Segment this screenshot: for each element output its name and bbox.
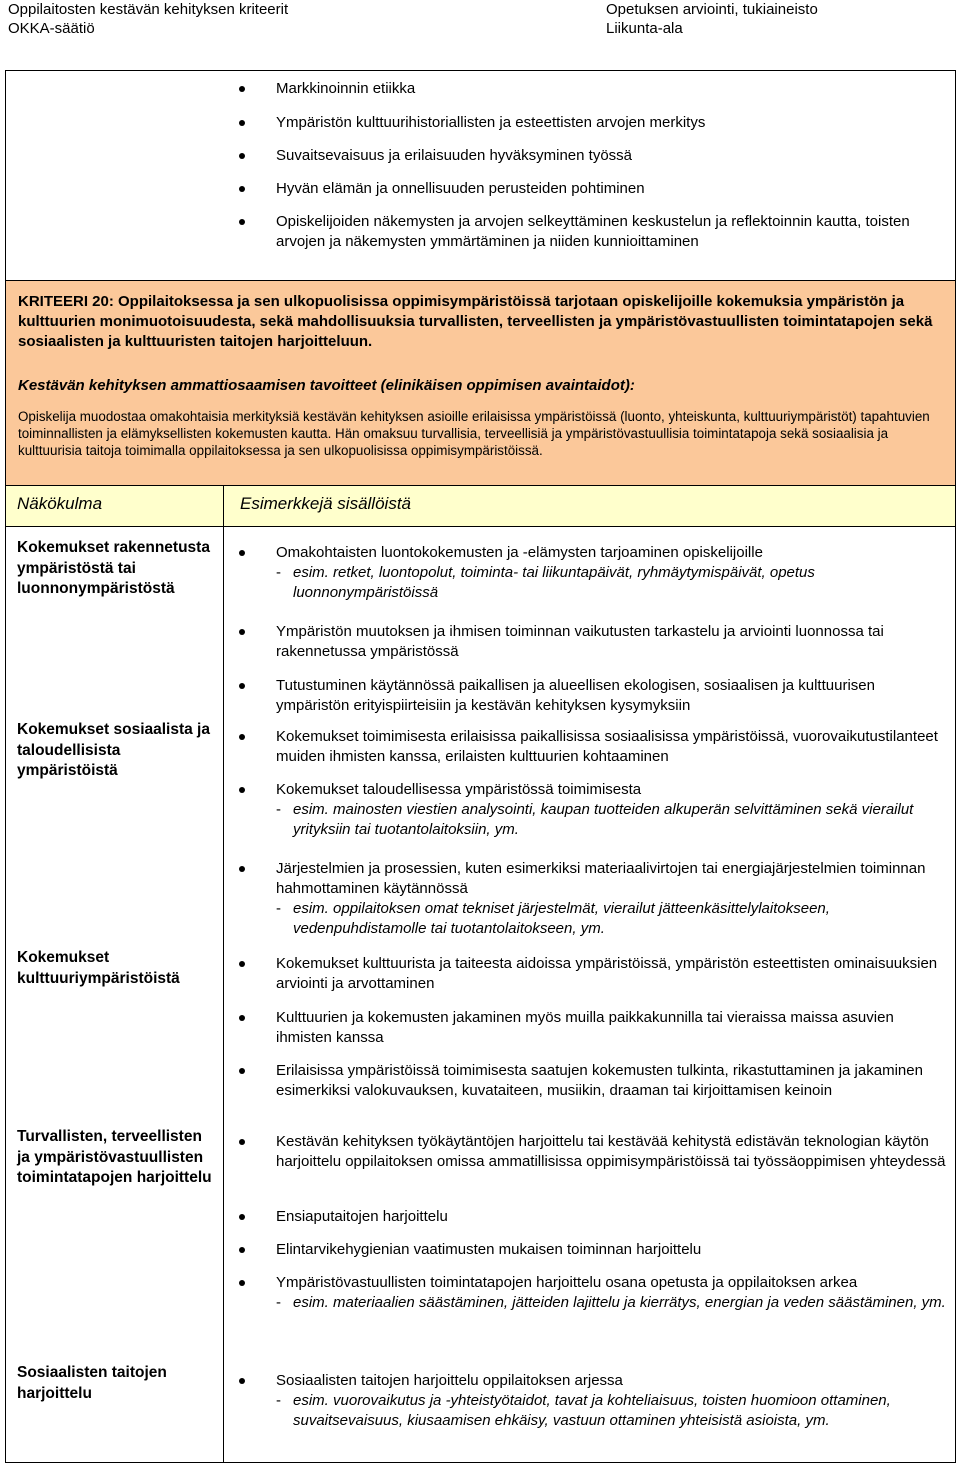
- header-left: [8, 0, 288, 38]
- header-right: [606, 0, 818, 38]
- list-item: Ympäristövastuullisten toimintatapojen harjoittelu osana opetusta ja oppilaitoksen arkea - esim. materiaalien säästäminen, jätteiden lajittelu ja kierrätys, energian ja veden säästäminen, ym.: [236, 1273, 948, 1313]
- example-sublist: - esim. oppilaitoksen omat tekniset järjestelmät, vierailut jätteenkäsittelylaitokseen, vedenpuhdistamolle tai tuotantolaitokseen, ym.: [276, 900, 830, 937]
- list-item: Ensiaputaitojen harjoittelu: [236, 1207, 948, 1227]
- field-name: Liikunta-ala: [606, 20, 683, 37]
- list-item: Hyvän elämän ja onnellisuuden perusteiden pohtiminen: [236, 179, 936, 199]
- perspective-built-natural: Kokemukset rakennetusta ympäristöstä tai luonnonympäristöstä: [17, 539, 210, 597]
- column-header-perspective: Näkökulma: [17, 494, 103, 513]
- perspective-social-economic: Kokemukset sosiaalista ja taloudellisista ympäristöistä: [17, 721, 210, 779]
- list-item: Erilaisissa ympäristöissä toimimisesta saatujen kokemusten tulkinta, rikastuttaminen ja jakaminen esimerkiksi valokuvauksen, kuvataiteen, musiikin, draaman tai kirjoittamisen keinoin: [236, 1061, 948, 1101]
- list-item: Kokemukset toimimisesta erilaisissa paikallisissa sosiaalisissa ympäristöissä, vuorovaikutustilanteet muiden ihmisten kanssa, erilaisten kulttuurien kohtaaminen: [236, 727, 948, 767]
- perspective-column: [5, 526, 224, 1463]
- criterion-title: KRITEERI 20: Oppilaitoksessa ja sen ulkopuolisissa oppimisympäristöissä tarjotaan opiskelijoille kokemuksia ympäristön ja kulttuurien monimuotoisuudesta, sekä mahdollisuuksia turvallisten, terveellisten ja ympäristövastuullisten toimintatapojen sekä sosiaalisten ja kulttuuristen taitojen harjoitteluun.: [18, 293, 933, 350]
- example-sublist: - esim. materiaalien säästäminen, jätteiden lajittelu ja kierrätys, energian ja veden säästäminen, ym.: [276, 1294, 946, 1311]
- list-item: Tutustuminen käytännössä paikallisen ja alueellisen ekologisen, sosiaalisen ja kulttuurisen ympäristön erityispiirteisiin ja kestävän kehityksen kysymyksiin: [236, 676, 948, 716]
- perspective-social-skills: Sosiaalisten taitojen harjoittelu: [17, 1364, 167, 1402]
- list-item: Opiskelijoiden näkemysten ja arvojen selkeyttäminen keskustelun ja reflektoinnin kautta, toisten arvojen ja näkemysten ymmärtäminen ja niiden kunnioittaminen: [236, 212, 936, 252]
- example-sublist: - esim. vuorovaikutus ja -yhteistyötaidot, tavat ja kohteliaisuus, toisten huomioon ottaminen, suvaitsevaisuus, kiusaamisen ehkäisy, vastuun ottaminen yhteisistä asioista, ym.: [276, 1392, 891, 1429]
- perspective-safe-practices: Turvallisten, terveellisten ja ympäristövastuullisten toimintatapojen harjoittelu: [17, 1128, 212, 1186]
- list-item: Kulttuurien ja kokemusten jakaminen myös muilla paikkakunnilla tai vieraissa maissa asuvien ihmisten kanssa: [236, 1008, 948, 1048]
- list-item: Omakohtaisten luontokokemusten ja -elämysten tarjoaminen opiskelijoille - esim. retket, luontopolut, toiminta- tai liikuntapäivät, ryhmäytymispäivät, opetus luonnonympäristöissä: [236, 543, 948, 603]
- examples-column: [223, 526, 956, 1463]
- example-sublist: - esim. mainosten viestien analysointi, kaupan tuotteiden alkuperän selvittäminen sekä vierailut yrityksiin tai tuotantolaitoksiin, ym.: [276, 801, 914, 838]
- list-item: Ympäristön kulttuurihistoriallisten ja esteettisten arvojen merkitys: [236, 113, 936, 133]
- list-item: Elintarvikehygienian vaatimusten mukaisen toiminnan harjoittelu: [236, 1240, 948, 1260]
- document-title: Oppilaitosten kestävän kehityksen kriteerit: [8, 1, 289, 18]
- list-item: Kestävän kehityksen työkäytäntöjen harjoittelu tai kestävää kehitystä edistävän teknologian käytön harjoittelu oppilaitoksen omissa ammatillisissa oppimisympäristöissä tai työssäoppimisen yhteydessä: [236, 1132, 948, 1172]
- list-item: Sosiaalisten taitojen harjoittelu oppilaitoksen arjessa - esim. vuorovaikutus ja -yhteistyötaidot, tavat ja kohteliaisuus, toisten huomioon ottaminen, suvaitsevaisuus, kiusaamisen ehkäisy, vastuun ottaminen yhteisistä asioista, ym.: [236, 1371, 948, 1431]
- column-header-examples: Esimerkkejä sisällöistä: [240, 494, 411, 513]
- list-item: Ympäristön muutoksen ja ihmisen toiminnan vaikutusten tarkastelu ja arviointi luonnossa tai rakennetussa ympäristössä: [236, 622, 948, 662]
- page-header: [0, 0, 960, 44]
- list-item: Järjestelmien ja prosessien, kuten esimerkiksi materiaalivirtojen tai energiajärjestelmien toiminnan hahmottaminen käytännössä - esim. oppilaitoksen omat tekniset järjestelmät, vierailut jätteenkäsittelylaitokseen, vedenpuhdistamolle tai tuotantolaitokseen, ym.: [236, 859, 948, 939]
- goals-text: Opiskelija muodostaa omakohtaisia merkityksiä kestävän kehityksen asioille erilaisissa ympäristöissä (luonto, yhteiskunta, kulttuuriympäristöt) tapahtuvien toiminnallisten ja elämyksellisten kokemusten kautta. Hän omaksuu turvallisia, terveellisiä ja ympäristövastuullisia toimintatapoja sekä sosiaalisia ja kulttuurisia taitoja toimimalla oppilaitoksessa ja sen ulkopuolisissa oppimisympäristöissä.: [18, 409, 930, 458]
- example-sublist: - esim. retket, luontopolut, toiminta- tai liikuntapäivät, ryhmäytymispäivät, opetus luonnonympäristöissä: [276, 564, 815, 601]
- list-item: Suvaitsevaisuus ja erilaisuuden hyväksyminen työssä: [236, 146, 936, 166]
- section-title: Opetuksen arviointi, tukiaineisto: [606, 1, 818, 18]
- perspective-cultural: Kokemukset kulttuuriympäristöistä: [17, 949, 180, 987]
- goals-heading: Kestävän kehityksen ammattiosaamisen tavoitteet (elinikäisen oppimisen avaintaidot):: [18, 377, 635, 394]
- organization-name: OKKA-säätiö: [8, 20, 95, 37]
- list-item: Markkinoinnin etiikka: [236, 79, 936, 99]
- list-item: Kokemukset taloudellisessa ympäristössä toimimisesta - esim. mainosten viestien analysointi, kaupan tuotteiden alkuperän selvittäminen sekä vierailut yrityksiin tai tuotantolaitoksiin, ym.: [236, 780, 948, 840]
- list-item: Kokemukset kulttuurista ja taiteesta aidoissa ympäristöissä, ympäristön esteettisten ominaisuuksien arviointi ja arvottaminen: [236, 954, 948, 994]
